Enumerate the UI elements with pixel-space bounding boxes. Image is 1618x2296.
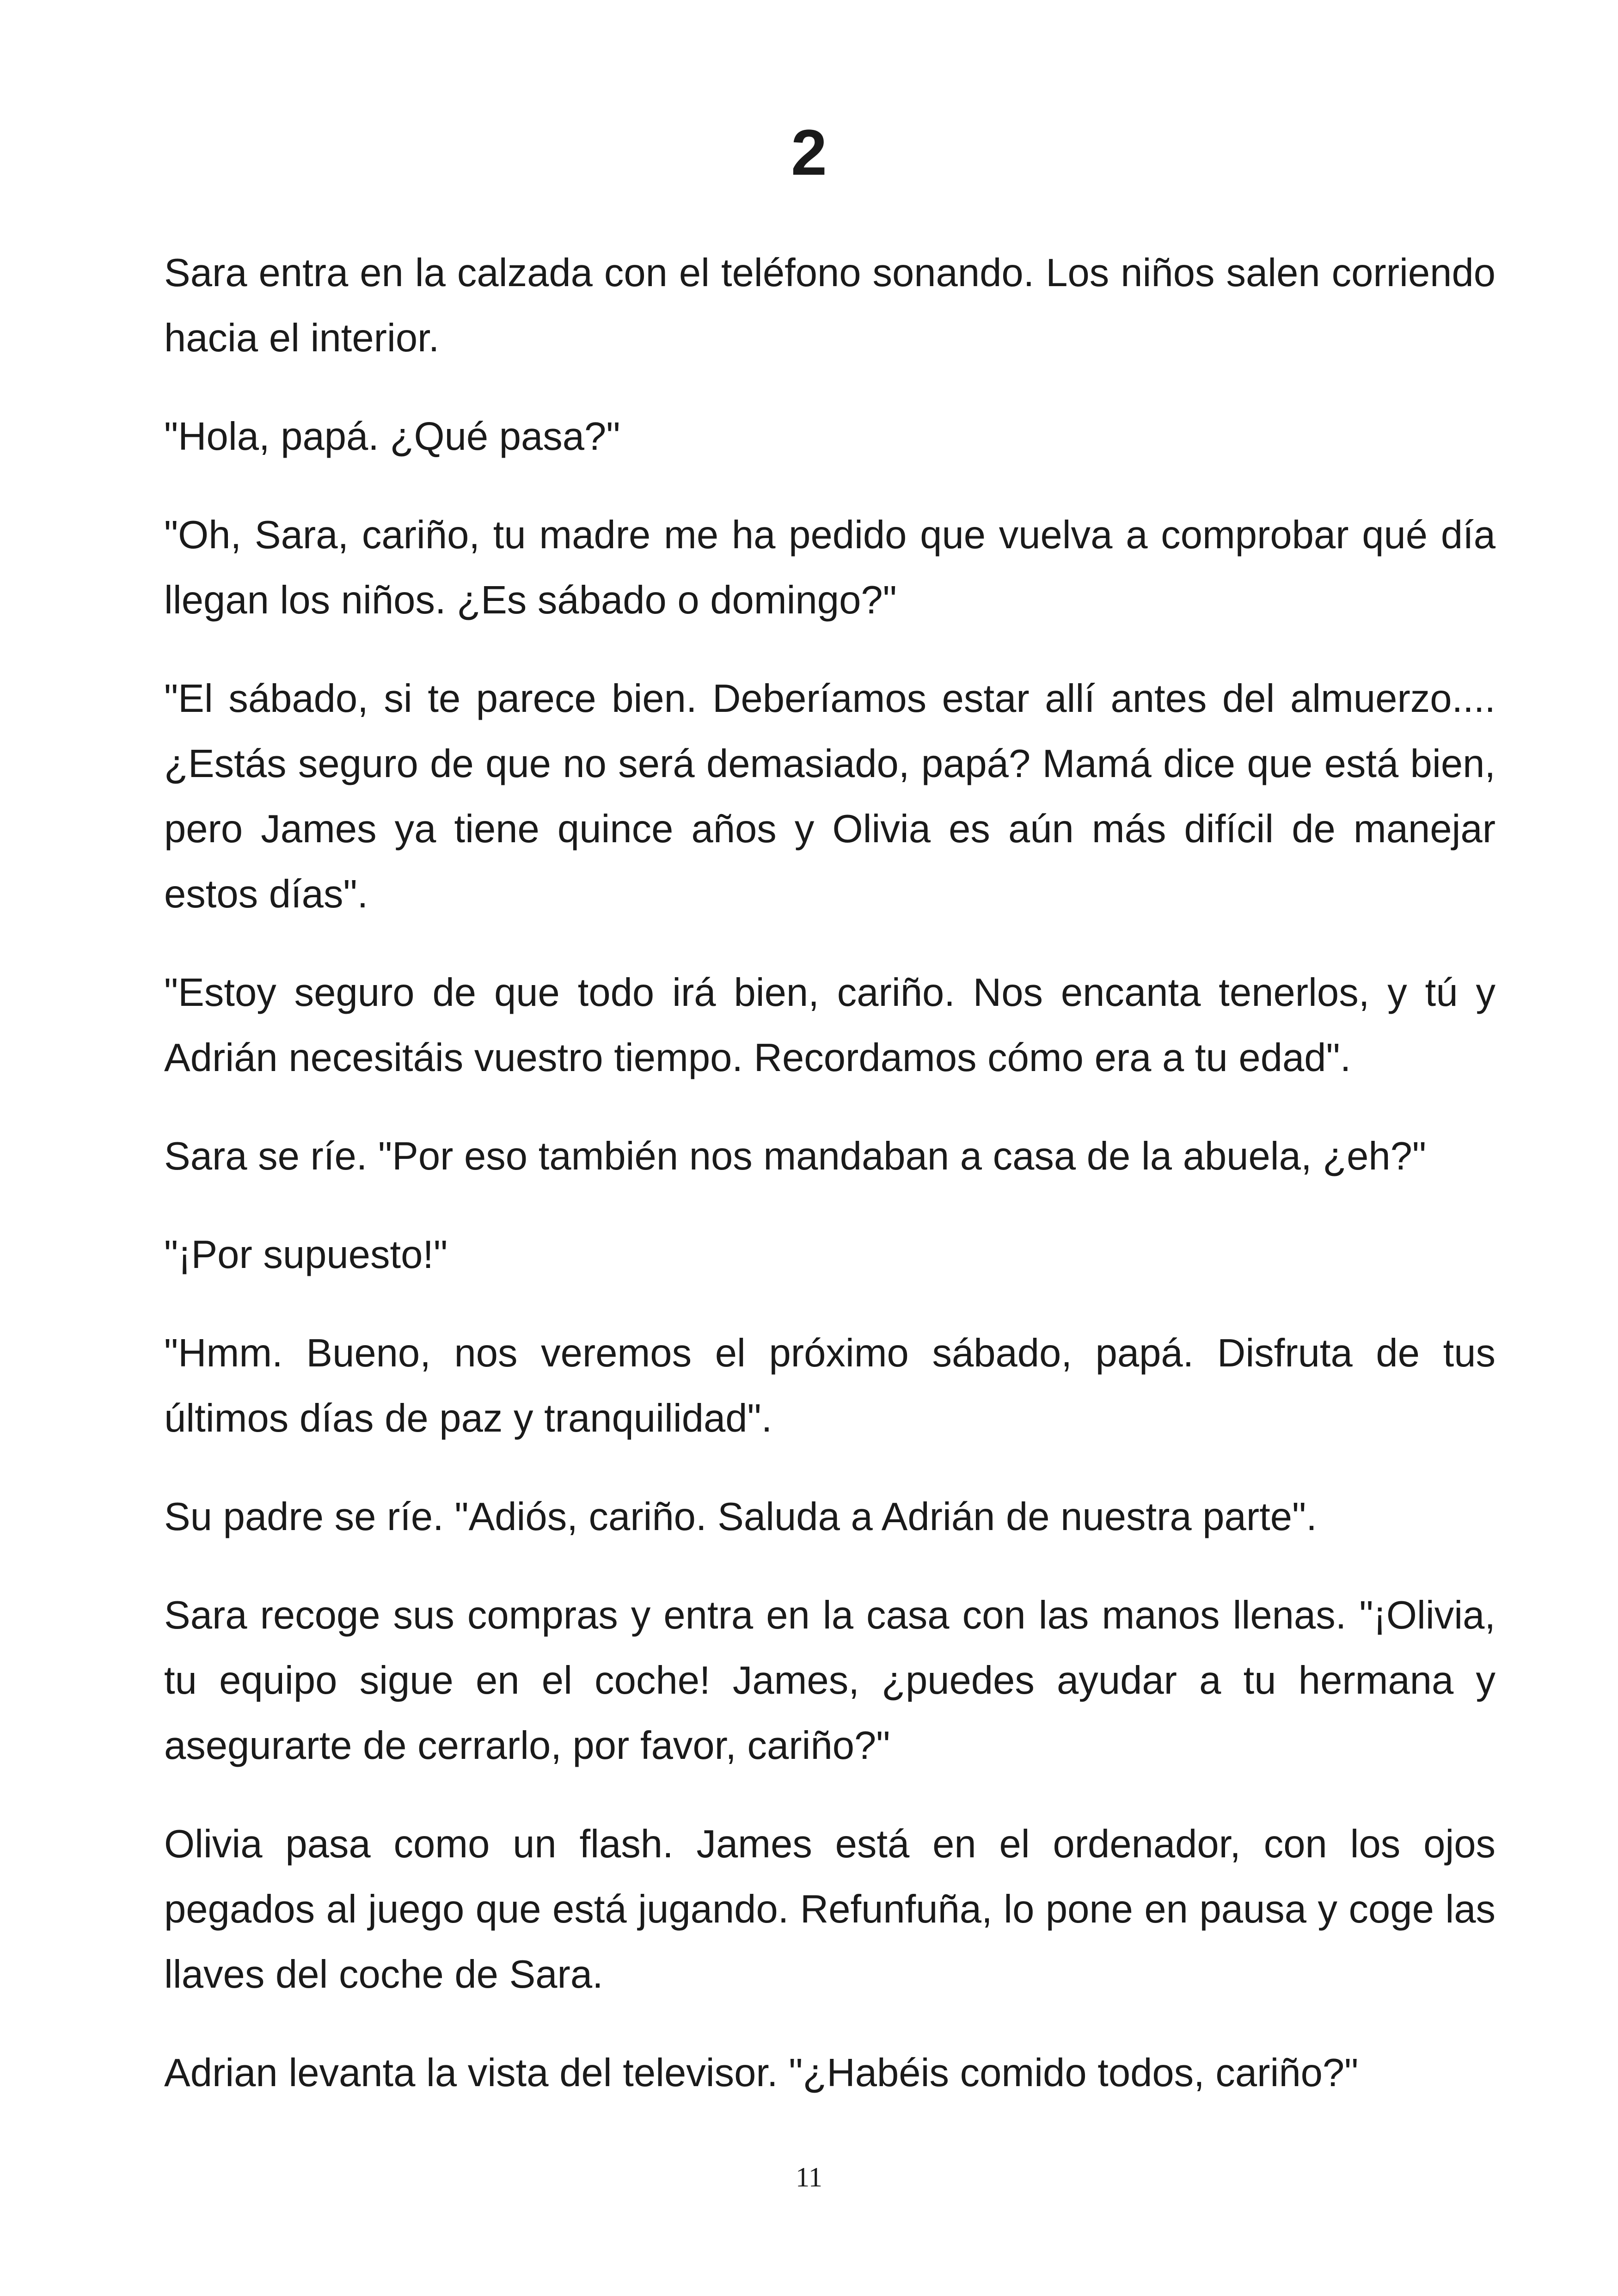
paragraph: Su padre se ríe. "Adiós, cariño. Saluda a Adrián de nuestra parte". <box>164 1495 1317 1539</box>
paragraph: Sara entra en la calzada con el teléfono sonando. Los niños salen corriendo hacia el interior. <box>164 251 1495 360</box>
paragraph: Sara se ríe. "Por eso también nos mandaban a casa de la abuela, ¿eh?" <box>164 1134 1427 1178</box>
paragraph: Adrian levanta la vista del televisor. "¿Habéis comido todos, cariño?" <box>164 2051 1359 2095</box>
chapter-number: 2 <box>791 116 827 189</box>
paragraph: "Hmm. Bueno, nos veremos el próximo sábado, papá. Disfruta de tus últimos días de paz y tranquilidad". <box>164 1331 1495 1440</box>
page-number: 11 <box>796 2162 822 2192</box>
paragraph: "Estoy seguro de que todo irá bien, cariño. Nos encanta tenerlos, y tú y Adrián necesitáis vuestro tiempo. Recordamos cómo era a tu edad". <box>164 971 1495 1080</box>
paragraph: Sara recoge sus compras y entra en la casa con las manos llenas. "¡Olivia, tu equipo sigue en el coche! James, ¿puedes ayudar a tu hermana y asegurarte de cerrarlo, por favor, cariño?" <box>164 1593 1495 1768</box>
chapter-body <box>164 240 1495 2139</box>
paragraph: "Oh, Sara, cariño, tu madre me ha pedido que vuelva a comprobar qué día llegan los niños. ¿Es sábado o domingo?" <box>164 513 1495 622</box>
paragraph: "¡Por supuesto!" <box>164 1233 448 1277</box>
paragraph: "Hola, papá. ¿Qué pasa?" <box>164 415 620 459</box>
paragraph: "El sábado, si te parece bien. Deberíamos estar allí antes del almuerzo.... ¿Estás seguro de que no será demasiado, papá? Mamá dice que está bien, pero James ya tiene quince años y Olivia es aún más difícil de manejar estos días". <box>164 677 1495 916</box>
paragraph: Olivia pasa como un flash. James está en el ordenador, con los ojos pegados al juego que está jugando. Refunfuña, lo pone en pausa y coge las llaves del coche de Sara. <box>164 1822 1495 1996</box>
